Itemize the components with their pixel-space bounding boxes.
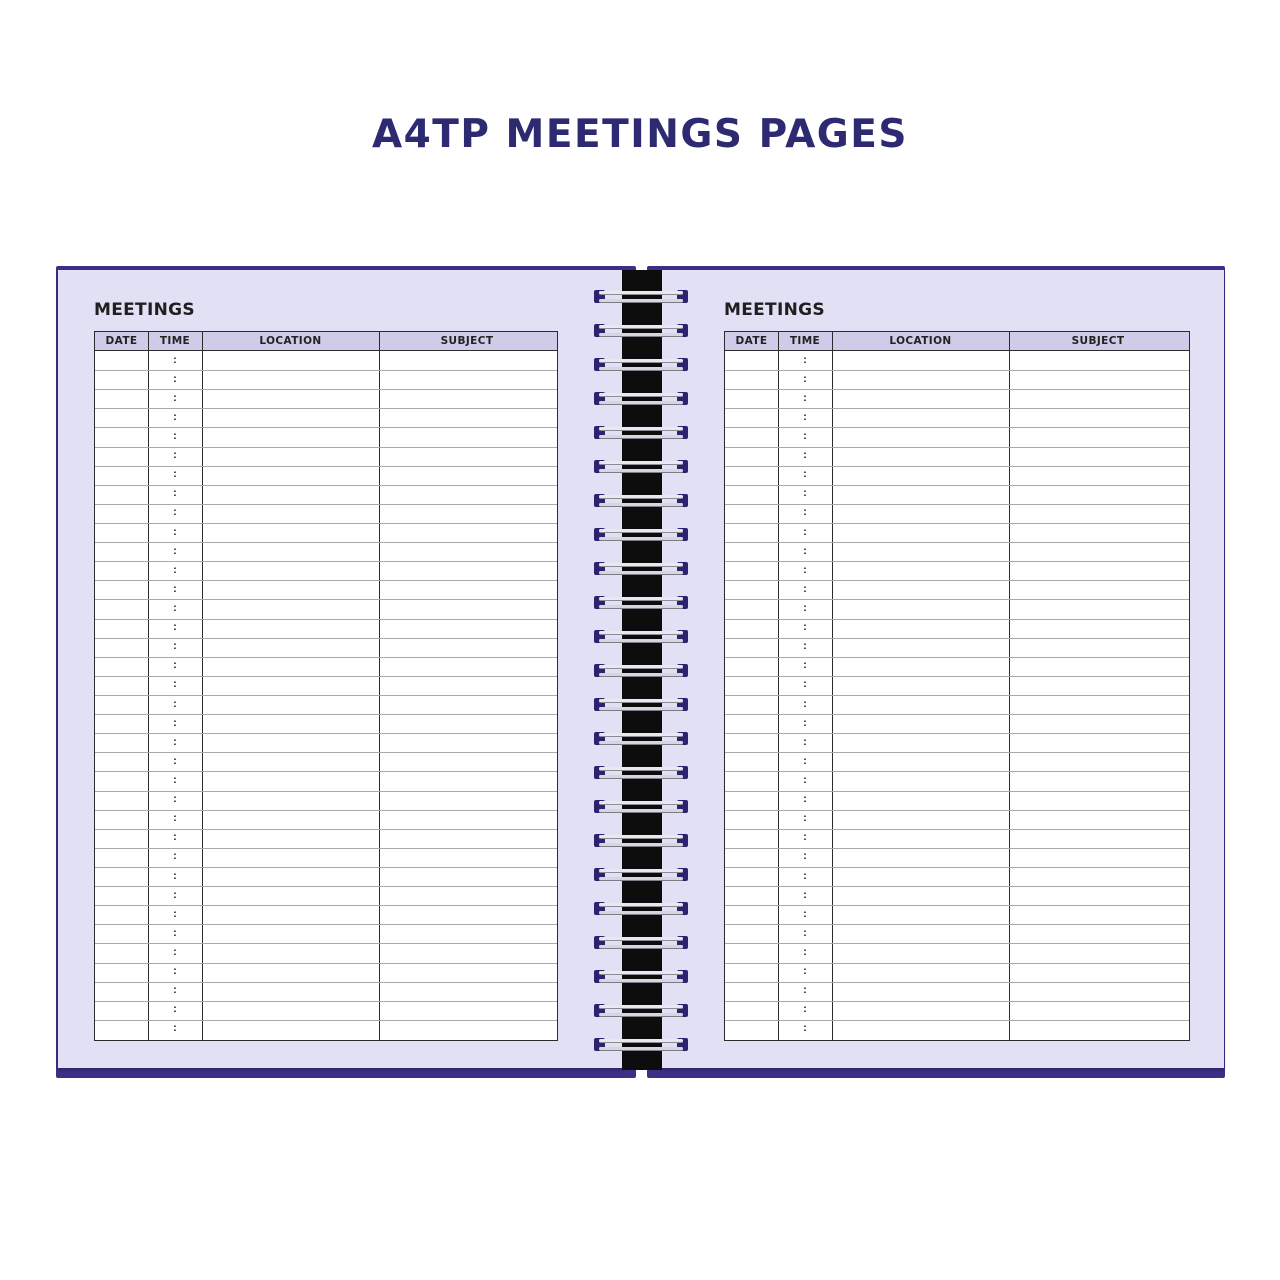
left-table-header <box>95 332 557 351</box>
right-column-header-time: TIME <box>789 335 821 347</box>
ring-wire <box>599 707 683 710</box>
left-time-separator: : <box>173 410 177 423</box>
ring-wire <box>599 537 683 540</box>
ring-wire <box>599 979 683 982</box>
spiral-ring <box>594 799 688 815</box>
right-time-separator: : <box>803 1022 807 1035</box>
left-time-separator: : <box>173 544 177 557</box>
ring-wire <box>599 665 683 668</box>
spiral-ring <box>594 459 688 475</box>
spiral-ring <box>594 969 688 985</box>
right-table-row-line <box>725 619 1189 620</box>
spiral-ring <box>594 1003 688 1019</box>
right-table-row-line <box>725 389 1189 390</box>
right-time-separator: : <box>803 602 807 614</box>
ring-wire <box>599 835 683 838</box>
ring-wire <box>599 359 683 362</box>
ring-wire <box>599 495 683 498</box>
page-heading: A4TP MEETINGS PAGES <box>371 112 909 157</box>
right-time-separator: : <box>803 984 807 997</box>
ring-wire <box>599 801 683 804</box>
right-table-row-line <box>725 561 1189 562</box>
right-time-separator: : <box>803 869 807 882</box>
right-time-separator: : <box>803 468 807 481</box>
right-table-row-line <box>725 695 1189 696</box>
right-time-separator: : <box>803 640 807 653</box>
left-time-separator: : <box>173 831 177 844</box>
left-table-row-line <box>95 752 557 753</box>
ring-wire <box>599 1047 683 1050</box>
left-time-separator: : <box>173 525 177 538</box>
left-time-separator: : <box>173 850 177 863</box>
left-table-row-line <box>95 791 557 792</box>
left-time-separator: : <box>173 487 177 500</box>
ring-wire <box>599 427 683 430</box>
left-table-row-line <box>95 1001 557 1002</box>
ring-wire <box>599 631 683 634</box>
left-time-separator: : <box>173 391 177 404</box>
left-table-row-line <box>95 504 557 505</box>
left-table-row-line <box>95 982 557 983</box>
ring-wire <box>599 435 683 438</box>
right-time-separator: : <box>803 907 807 920</box>
ring-wire <box>599 937 683 940</box>
right-column-divider <box>832 332 833 1040</box>
right-table-row-line <box>725 466 1189 467</box>
ring-wire <box>599 571 683 574</box>
right-table-row-line <box>725 485 1189 486</box>
right-time-separator: : <box>803 831 807 844</box>
ring-wire <box>599 733 683 736</box>
left-table-row-line <box>95 905 557 906</box>
right-table-row-line <box>725 867 1189 868</box>
right-table-row-line <box>725 638 1189 639</box>
ring-wire <box>599 333 683 336</box>
left-time-separator: : <box>173 659 177 672</box>
right-time-separator: : <box>803 353 807 366</box>
left-table-row-line <box>95 657 557 658</box>
left-time-separator: : <box>173 582 177 595</box>
right-table-row-line <box>725 657 1189 658</box>
ring-wire <box>599 605 683 608</box>
left-column-header-time: TIME <box>159 335 191 347</box>
left-table-row-line <box>95 695 557 696</box>
ring-wire <box>599 699 683 702</box>
right-page-title: MEETINGS <box>724 300 825 320</box>
left-time-separator: : <box>173 888 177 901</box>
right-time-separator: : <box>803 754 807 767</box>
left-time-separator: : <box>173 1022 177 1035</box>
right-column-divider <box>778 332 779 1040</box>
left-time-separator: : <box>173 506 177 519</box>
left-time-separator: : <box>173 907 177 920</box>
left-table-row-line <box>95 733 557 734</box>
left-column-header-subject: SUBJECT <box>440 335 494 347</box>
left-time-separator: : <box>173 984 177 997</box>
ring-wire <box>599 597 683 600</box>
right-time-separator: : <box>803 372 807 385</box>
ring-wire <box>599 741 683 744</box>
right-table-row-line <box>725 676 1189 677</box>
spiral-ring <box>594 765 688 781</box>
right-table-row-line <box>725 905 1189 906</box>
ring-wire <box>599 325 683 328</box>
right-table-row-line <box>725 580 1189 581</box>
left-time-separator: : <box>173 793 177 806</box>
spiral-ring <box>594 561 688 577</box>
right-time-separator: : <box>803 697 807 710</box>
spiral-ring <box>594 595 688 611</box>
left-table-row-line <box>95 886 557 887</box>
ring-wire <box>599 393 683 396</box>
ring-wire <box>599 869 683 872</box>
spiral-ring <box>594 935 688 951</box>
ring-wire <box>599 1013 683 1016</box>
left-table-row-line <box>95 829 557 830</box>
left-table-row-line <box>95 408 557 409</box>
right-table-row-line <box>725 542 1189 543</box>
right-time-separator: : <box>803 430 807 442</box>
right-time-separator: : <box>803 391 807 404</box>
left-table-row-line <box>95 466 557 467</box>
spiral-ring <box>594 833 688 849</box>
left-time-separator: : <box>173 468 177 481</box>
right-table-row-line <box>725 447 1189 448</box>
spiral-ring <box>594 629 688 645</box>
left-time-separator: : <box>173 563 177 576</box>
right-table-row-line <box>725 408 1189 409</box>
right-table-row-line <box>725 504 1189 505</box>
left-column-divider <box>379 332 380 1040</box>
ring-wire <box>599 843 683 846</box>
left-time-separator: : <box>173 1003 177 1016</box>
left-time-separator: : <box>173 621 177 634</box>
left-time-separator: : <box>173 449 177 462</box>
left-time-separator: : <box>173 372 177 385</box>
ring-wire <box>599 469 683 472</box>
right-page <box>660 270 1224 1068</box>
right-time-separator: : <box>803 1003 807 1016</box>
left-time-separator: : <box>173 602 177 614</box>
left-time-separator: : <box>173 946 177 958</box>
left-column-divider <box>148 332 149 1040</box>
right-time-separator: : <box>803 888 807 901</box>
left-table-row-line <box>95 389 557 390</box>
left-table-row-line <box>95 867 557 868</box>
left-table-row-line <box>95 580 557 581</box>
ring-wire <box>599 639 683 642</box>
ring-wire <box>599 529 683 532</box>
ring-wire <box>599 299 683 302</box>
spiral-ring <box>594 663 688 679</box>
right-time-separator: : <box>803 965 807 978</box>
ring-wire <box>599 945 683 948</box>
left-table-row-line <box>95 771 557 772</box>
ring-wire <box>599 911 683 914</box>
right-time-separator: : <box>803 506 807 519</box>
ring-wire <box>599 767 683 770</box>
left-time-separator: : <box>173 697 177 710</box>
spiral-ring <box>594 289 688 305</box>
right-table-row-line <box>725 1020 1189 1021</box>
spiral-ring <box>594 731 688 747</box>
ring-wire <box>599 503 683 506</box>
left-meetings-table <box>94 331 558 1041</box>
ring-wire <box>599 877 683 880</box>
left-table-row-line <box>95 1020 557 1021</box>
right-table-row-line <box>725 810 1189 811</box>
ring-wire <box>599 903 683 906</box>
spiral-ring <box>594 391 688 407</box>
left-table-row-line <box>95 619 557 620</box>
right-table-header <box>725 332 1189 351</box>
right-table-row-line <box>725 733 1189 734</box>
right-table-row-line <box>725 427 1189 428</box>
left-table-row-line <box>95 523 557 524</box>
right-table-row-line <box>725 943 1189 944</box>
right-table-row-line <box>725 791 1189 792</box>
left-time-separator: : <box>173 353 177 366</box>
right-time-separator: : <box>803 563 807 576</box>
left-time-separator: : <box>173 812 177 825</box>
spiral-ring <box>594 867 688 883</box>
right-column-divider <box>1009 332 1010 1040</box>
left-time-separator: : <box>173 754 177 767</box>
right-table-row-line <box>725 599 1189 600</box>
left-time-separator: : <box>173 774 177 786</box>
left-table-row-line <box>95 714 557 715</box>
right-time-separator: : <box>803 621 807 634</box>
left-time-separator: : <box>173 965 177 978</box>
right-table-row-line <box>725 523 1189 524</box>
right-time-separator: : <box>803 946 807 958</box>
right-table-row-line <box>725 848 1189 849</box>
right-table-row-line <box>725 886 1189 887</box>
left-table-row-line <box>95 848 557 849</box>
left-column-divider <box>202 332 203 1040</box>
ring-wire <box>599 291 683 294</box>
left-table-row-line <box>95 427 557 428</box>
right-table-row-line <box>725 370 1189 371</box>
spiral-ring <box>594 357 688 373</box>
left-table-row-line <box>95 447 557 448</box>
left-page <box>58 270 624 1068</box>
left-table-row-line <box>95 924 557 925</box>
right-column-header-date: DATE <box>735 335 768 347</box>
right-time-separator: : <box>803 410 807 423</box>
right-table-row-line <box>725 714 1189 715</box>
right-time-separator: : <box>803 582 807 595</box>
right-table-row-line <box>725 924 1189 925</box>
right-table-row-line <box>725 771 1189 772</box>
right-meetings-table <box>724 331 1190 1041</box>
right-time-separator: : <box>803 735 807 748</box>
right-column-header-location: LOCATION <box>889 335 952 347</box>
spiral-ring <box>594 425 688 441</box>
spiral-ring <box>594 323 688 339</box>
left-table-row-line <box>95 676 557 677</box>
right-column-header-subject: SUBJECT <box>1071 335 1125 347</box>
left-column-header-location: LOCATION <box>259 335 322 347</box>
right-table-row-line <box>725 963 1189 964</box>
ring-wire <box>599 563 683 566</box>
right-time-separator: : <box>803 525 807 538</box>
right-table-row-line <box>725 1001 1189 1002</box>
spiral-ring <box>594 1037 688 1053</box>
left-time-separator: : <box>173 640 177 653</box>
right-time-separator: : <box>803 659 807 672</box>
left-table-row-line <box>95 370 557 371</box>
ring-wire <box>599 401 683 404</box>
left-time-separator: : <box>173 926 177 939</box>
ring-wire <box>599 809 683 812</box>
left-time-separator: : <box>173 430 177 442</box>
left-table-row-line <box>95 638 557 639</box>
left-time-separator: : <box>173 869 177 882</box>
left-time-separator: : <box>173 735 177 748</box>
left-table-row-line <box>95 485 557 486</box>
right-time-separator: : <box>803 678 807 691</box>
left-table-row-line <box>95 542 557 543</box>
ring-wire <box>599 461 683 464</box>
left-table-row-line <box>95 599 557 600</box>
right-time-separator: : <box>803 774 807 786</box>
ring-wire <box>599 971 683 974</box>
right-time-separator: : <box>803 544 807 557</box>
right-time-separator: : <box>803 850 807 863</box>
spiral-ring <box>594 527 688 543</box>
right-time-separator: : <box>803 793 807 806</box>
left-time-separator: : <box>173 716 177 729</box>
right-time-separator: : <box>803 487 807 500</box>
left-page-title: MEETINGS <box>94 300 195 320</box>
right-time-separator: : <box>803 812 807 825</box>
left-table-row-line <box>95 963 557 964</box>
left-table-row-line <box>95 943 557 944</box>
right-table-row-line <box>725 752 1189 753</box>
left-table-row-line <box>95 810 557 811</box>
ring-wire <box>599 1005 683 1008</box>
spiral-ring <box>594 493 688 509</box>
ring-wire <box>599 775 683 778</box>
ring-wire <box>599 673 683 676</box>
left-time-separator: : <box>173 678 177 691</box>
right-time-separator: : <box>803 449 807 462</box>
spiral-ring <box>594 901 688 917</box>
right-table-row-line <box>725 982 1189 983</box>
right-time-separator: : <box>803 926 807 939</box>
left-table-row-line <box>95 561 557 562</box>
ring-wire <box>599 367 683 370</box>
spiral-ring <box>594 697 688 713</box>
ring-wire <box>599 1039 683 1042</box>
left-column-header-date: DATE <box>105 335 138 347</box>
right-table-row-line <box>725 829 1189 830</box>
right-time-separator: : <box>803 716 807 729</box>
